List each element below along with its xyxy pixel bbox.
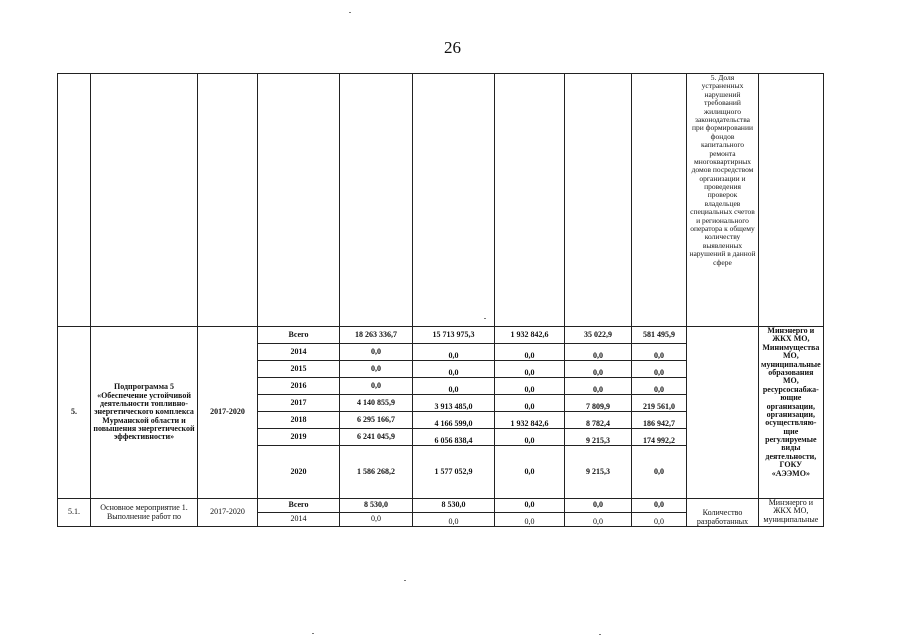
- value-cell: 219 561,0: [632, 395, 687, 412]
- scan-speck: [349, 12, 351, 13]
- value-cell: 0,0: [495, 499, 565, 513]
- scan-speck: [312, 633, 314, 634]
- value-cell: 0,0: [632, 446, 687, 499]
- value-cell: 15 713 975,3: [413, 327, 495, 344]
- value-cell: 18 263 336,7: [340, 327, 413, 344]
- value-cell: 1 577 052,9: [413, 446, 495, 499]
- value-cell: 0,0: [340, 378, 413, 395]
- scan-speck: [484, 318, 486, 319]
- executor-text: Минэнерго и ЖКХ МО, Минимущества МО, муниципальные образования МО, ресурсоснабжа-ющие организации, организации, осуществляю-щие регулируемые виды деятельности, ГОКУ «АЭЭМО»: [759, 327, 824, 499]
- program-name: Подпрограмма 5 «Обеспечение устойчивой деятельности топливно-энергетического комплекса Мурманской области и повышения энергетической эффективности»: [91, 327, 198, 499]
- year-cell: 2014: [258, 513, 340, 527]
- value-cell: 4 166 599,0: [413, 412, 495, 429]
- value-cell: 8 530,0: [413, 499, 495, 513]
- value-cell: 0,0: [565, 513, 632, 527]
- indicator-text: 5. Доля устраненных нарушений требований жилищного законодательства при формировании фондов капитального ремонта многоквартирных домов посредством организации и проведения проверок владельцев специальных счетов и регионального оператора к общему количеству выявленных нарушений в данной сфере: [687, 74, 759, 327]
- value-cell: 0,0: [495, 429, 565, 446]
- value-cell: 0,0: [632, 344, 687, 361]
- value-cell: 0,0: [340, 344, 413, 361]
- program-period: 2017-2020: [198, 327, 258, 499]
- value-cell: 9 215,3: [565, 429, 632, 446]
- value-cell: 0,0: [565, 344, 632, 361]
- value-cell: 0,0: [565, 361, 632, 378]
- value-cell: 1 932 842,6: [495, 412, 565, 429]
- value-cell: 4 140 855,9: [340, 395, 413, 412]
- year-cell: 2016: [258, 378, 340, 395]
- value-cell: 0,0: [632, 513, 687, 527]
- year-cell: 2014: [258, 344, 340, 361]
- value-cell: 0,0: [413, 361, 495, 378]
- scan-speck: [599, 634, 601, 635]
- value-cell: 0,0: [632, 378, 687, 395]
- value-cell: 0,0: [413, 344, 495, 361]
- value-cell: 9 215,3: [565, 446, 632, 499]
- year-cell: Всего: [258, 327, 340, 344]
- value-cell: 0,0: [495, 513, 565, 527]
- value-cell: 0,0: [413, 513, 495, 527]
- top-row: [58, 74, 824, 327]
- value-cell: 1 932 842,6: [495, 327, 565, 344]
- value-cell: 0,0: [340, 513, 413, 527]
- value-cell: 0,0: [413, 378, 495, 395]
- value-cell: 174 992,2: [632, 429, 687, 446]
- value-cell: 0,0: [495, 361, 565, 378]
- item-name: Основное мероприятие 1. Выполнение работ по: [91, 499, 198, 527]
- table-row: [58, 499, 824, 513]
- year-cell: 2019: [258, 429, 340, 446]
- program-table: [57, 73, 824, 527]
- value-cell: 0,0: [495, 378, 565, 395]
- year-cell: 2015: [258, 361, 340, 378]
- indicator-text: Количество разработанных: [687, 499, 759, 527]
- page-number: 26: [444, 38, 461, 57]
- value-cell: 6 056 838,4: [413, 429, 495, 446]
- value-cell: 1 586 268,2: [340, 446, 413, 499]
- value-cell: 6 241 045,9: [340, 429, 413, 446]
- program-num: 5.: [58, 327, 91, 499]
- value-cell: 6 295 166,7: [340, 412, 413, 429]
- value-cell: 35 022,9: [565, 327, 632, 344]
- value-cell: 0,0: [565, 378, 632, 395]
- value-cell: 7 809,9: [565, 395, 632, 412]
- value-cell: 0,0: [495, 344, 565, 361]
- value-cell: 0,0: [495, 395, 565, 412]
- value-cell: 0,0: [340, 361, 413, 378]
- value-cell: 0,0: [495, 446, 565, 499]
- value-cell: 3 913 485,0: [413, 395, 495, 412]
- value-cell: 186 942,7: [632, 412, 687, 429]
- value-cell: 8 782,4: [565, 412, 632, 429]
- item-num: 5.1.: [58, 499, 91, 527]
- value-cell: 0,0: [565, 499, 632, 513]
- year-cell: 2017: [258, 395, 340, 412]
- value-cell: 0,0: [632, 361, 687, 378]
- item-period: 2017-2020: [198, 499, 258, 527]
- year-cell: 2020: [258, 446, 340, 499]
- value-cell: 8 530,0: [340, 499, 413, 513]
- indicator-cell: [687, 327, 759, 499]
- year-cell: Всего: [258, 499, 340, 513]
- scan-speck: [404, 580, 406, 581]
- value-cell: 0,0: [632, 499, 687, 513]
- table-row: [58, 327, 824, 344]
- value-cell: 581 495,9: [632, 327, 687, 344]
- year-cell: 2018: [258, 412, 340, 429]
- executor-text: Минэнерго и ЖКХ МО, муниципальные: [759, 499, 824, 527]
